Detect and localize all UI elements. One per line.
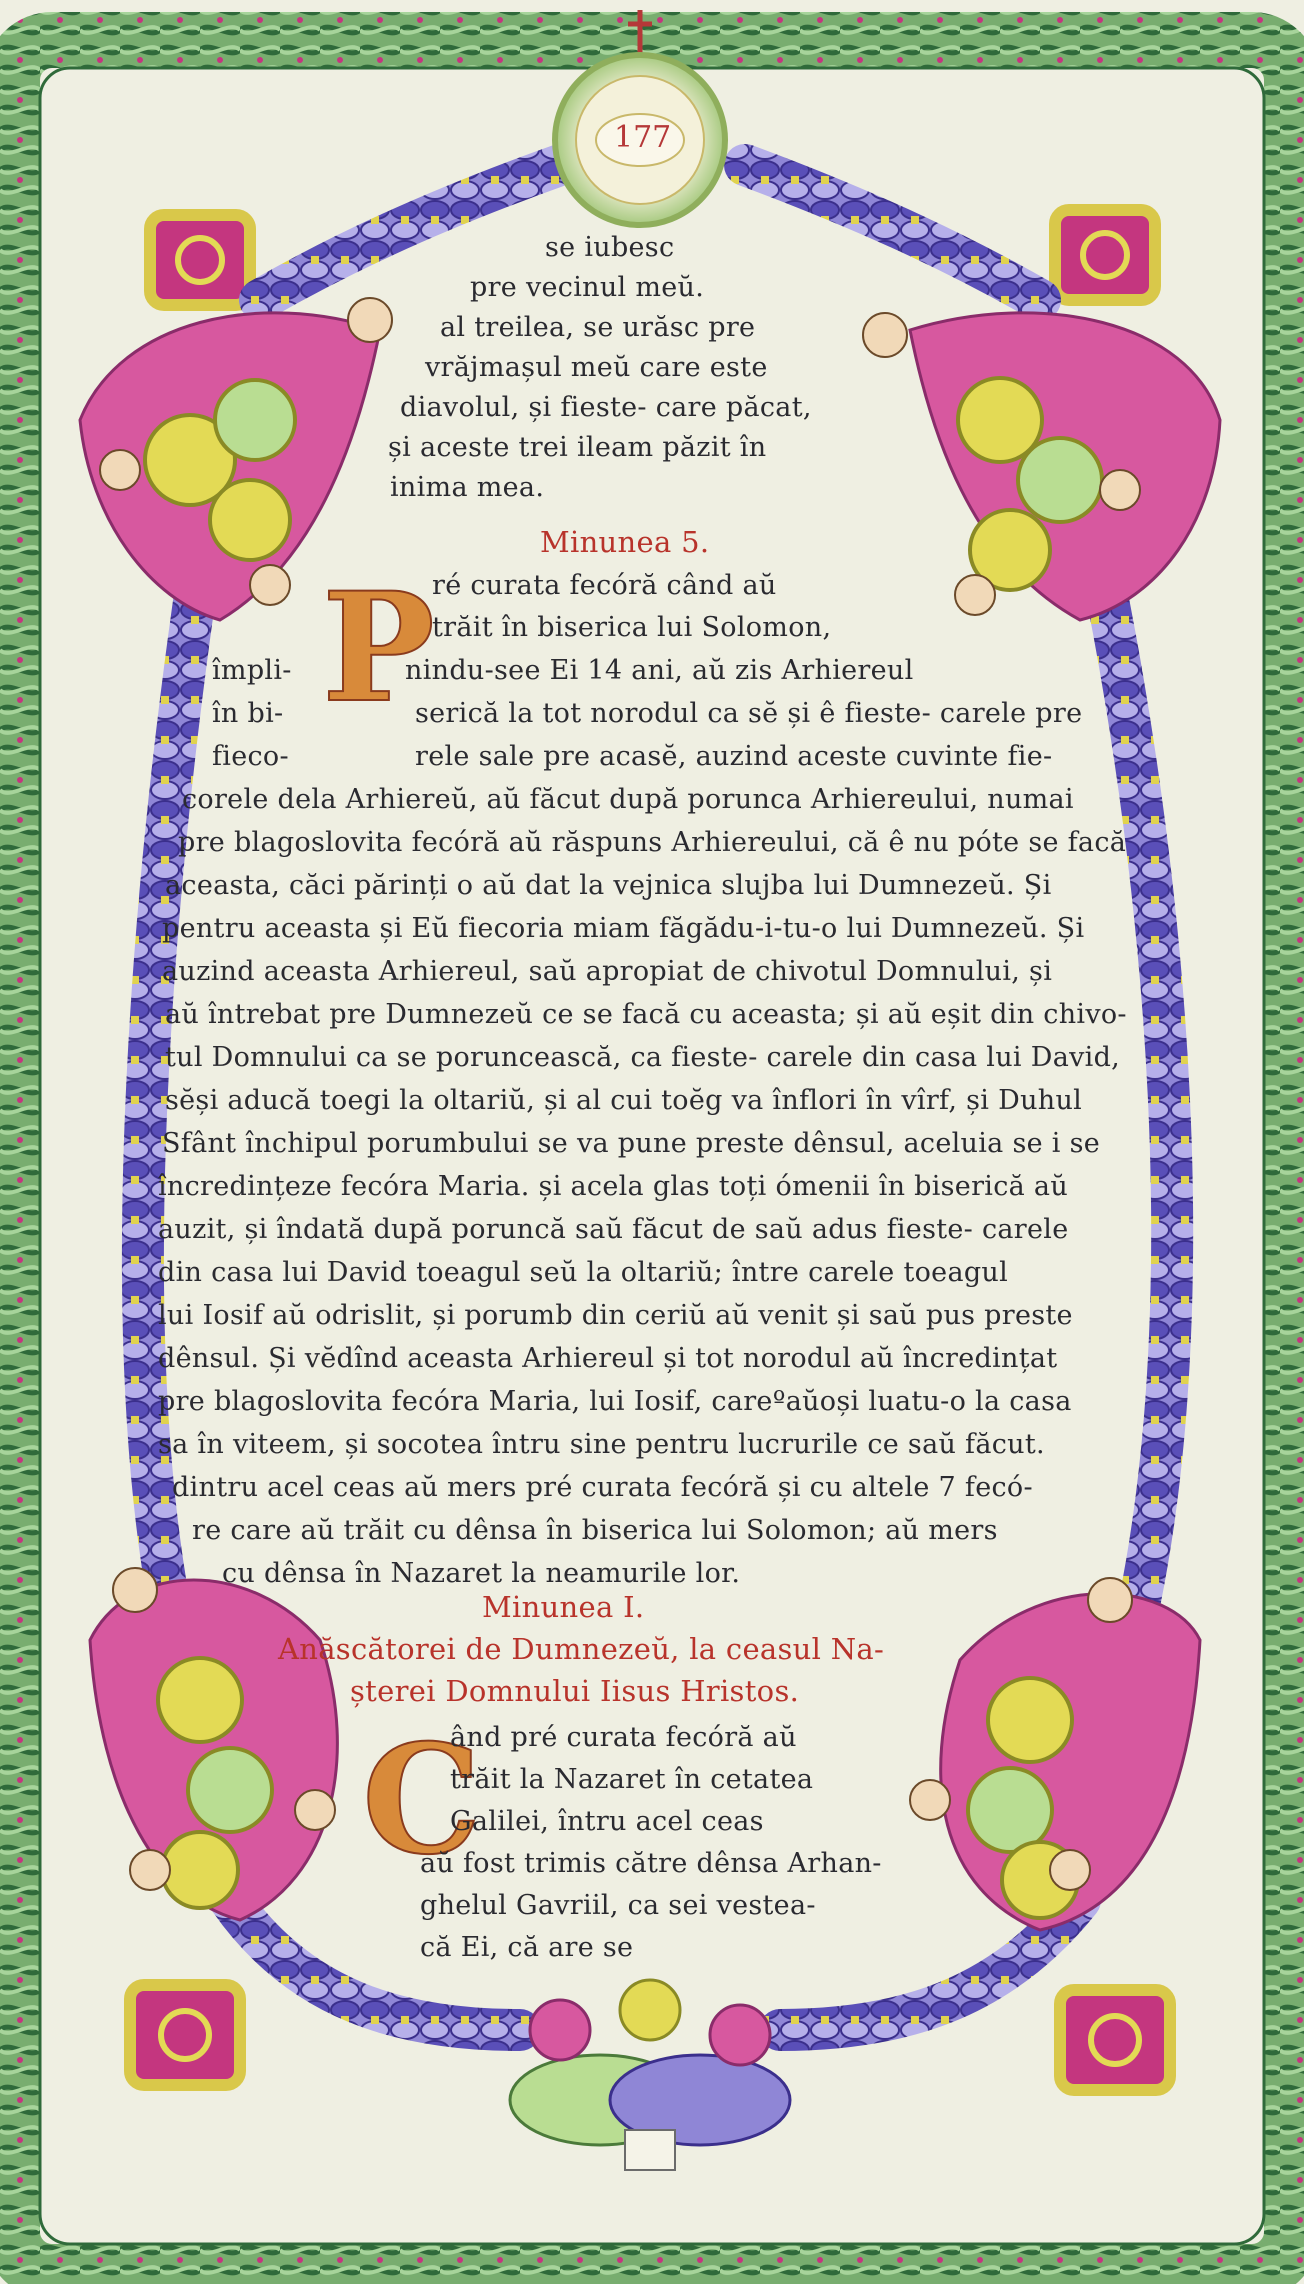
- text-line: vrăjmașul meŭ care este: [425, 352, 768, 383]
- text-line: corele dela Arhiereŭ, aŭ făcut după porunca Arhiereului, numai: [182, 784, 1074, 815]
- text-line: trăit în biserica lui Solomon,: [432, 612, 832, 643]
- text-line: nindu-see Ei 14 ani, aŭ zis Arhiereul: [405, 655, 914, 686]
- text-line: tul Domnului ca se poruncească, ca fieste- carele din casa lui David,: [165, 1042, 1121, 1073]
- corner-knot-bottom-left: [130, 1985, 240, 2085]
- text-line: ghelul Gavriil, ca sei vestea-: [420, 1890, 816, 1921]
- text-line: cu dênsa în Nazaret la neamurile lor.: [222, 1558, 741, 1589]
- text-line: lui Iosif aŭ odrislit, și porumb din ceriŭ aŭ venit și saŭ pus preste: [158, 1300, 1073, 1331]
- text-line: pre vecinul meŭ.: [470, 272, 705, 303]
- section-heading-1: Minunea 5.: [540, 525, 710, 559]
- text-line: rele sale pre acasĕ, auzind aceste cuvinte fie-: [415, 741, 1053, 772]
- text-line: în bi-: [212, 698, 284, 729]
- text-line: ré curata fecóră când aŭ: [432, 570, 777, 601]
- angel-wing-bottom-left: [90, 1568, 337, 1920]
- decorated-initial-c: C: [362, 1712, 482, 1888]
- text-line: pre blagoslovita fecóra Maria, lui Iosif, careºaŭoși luatu-o la casa: [158, 1386, 1072, 1417]
- page-number: 177: [614, 120, 672, 155]
- text-line: împli-: [212, 655, 292, 686]
- decorated-initial-p: P: [322, 560, 435, 736]
- text-line: încredințeze fecóra Maria. și acela glas toți ómenii în biserică aŭ: [158, 1171, 1069, 1202]
- floral-bouquet: [510, 1980, 790, 2170]
- text-line: auzind aceasta Arhiereul, saŭ apropiat de chivotul Domnului, și: [162, 956, 1053, 987]
- text-line: Anăscătorei de Dumnezeŭ, la ceasul Na-: [278, 1632, 885, 1666]
- text-line: Galilei, întru acel ceas: [450, 1806, 764, 1837]
- text-line: dintru acel ceas aŭ mers pré curata fecóră și cu altele 7 fecó-: [172, 1472, 1033, 1503]
- text-line: aŭ întrebat pre Dumnezeŭ ce se facă cu aceasta; și aŭ eșit din chivo-: [165, 999, 1127, 1030]
- text-line: sĕși aducă toegi la oltariŭ, și al cui toĕg va înflori în vîrf, și Duhul: [165, 1085, 1083, 1116]
- angel-wing-top-right: [863, 313, 1220, 620]
- text-line: și aceste trei ileam păzit în: [388, 432, 767, 463]
- text-line: șterei Domnului Iisus Hristos.: [350, 1674, 800, 1708]
- text-line: auzit, și îndată după poruncă saŭ făcut de saŭ adus fieste- carele: [158, 1214, 1069, 1245]
- text-line: diavolul, și fieste- care păcat,: [400, 392, 812, 423]
- corner-knot-top-right: [1055, 210, 1155, 300]
- text-line: că Ei, că are se: [420, 1932, 634, 1963]
- text-line: ând pré curata fecóră aŭ: [450, 1722, 797, 1753]
- text-line: trăit la Nazaret în cetatea: [450, 1764, 814, 1795]
- text-line: serică la tot norodul ca sĕ și ê fieste- carele pre: [415, 698, 1083, 729]
- text-line: din casa lui David toeagul seŭ la oltariŭ; între carele toeagul: [158, 1257, 1009, 1288]
- text-line: Sfânt închipul porumbului se va pune preste dênsul, aceluia se i se: [162, 1128, 1101, 1159]
- section-heading-2: Minunea I.: [482, 1590, 645, 1624]
- corner-knot-top-left: [150, 215, 250, 305]
- text-line: se iubesc: [545, 232, 675, 263]
- corner-knot-bottom-right: [1060, 1990, 1170, 2090]
- text-line: fieco-: [212, 741, 289, 772]
- text-line: al treilea, se urăsc pre: [440, 312, 756, 343]
- text-line: aŭ fost trimis către dênsa Arhan-: [420, 1848, 882, 1879]
- text-line: pentru aceasta și Eŭ fiecoria miam făgădu-i-tu-o lui Dumnezeŭ. Și: [162, 913, 1085, 944]
- text-line: re care aŭ trăit cu dênsa în biserica lui Solomon; aŭ mers: [192, 1515, 998, 1546]
- angel-wing-bottom-right: [910, 1578, 1200, 1930]
- text-line: inima mea.: [390, 472, 545, 503]
- text-line: aceasta, căci părinți o aŭ dat la vejnica slujba lui Dumnezeŭ. Și: [165, 870, 1052, 901]
- text-line: sa în viteem, și socotea întru sine pentru lucrurile ce saŭ făcut.: [158, 1429, 1045, 1460]
- text-line: dênsul. Și vĕdînd aceasta Arhiereul și tot norodul aŭ încredințat: [158, 1343, 1058, 1374]
- text-line: pre blagoslovita fecóră aŭ răspuns Arhiereului, că ê nu póte se facă: [178, 827, 1127, 858]
